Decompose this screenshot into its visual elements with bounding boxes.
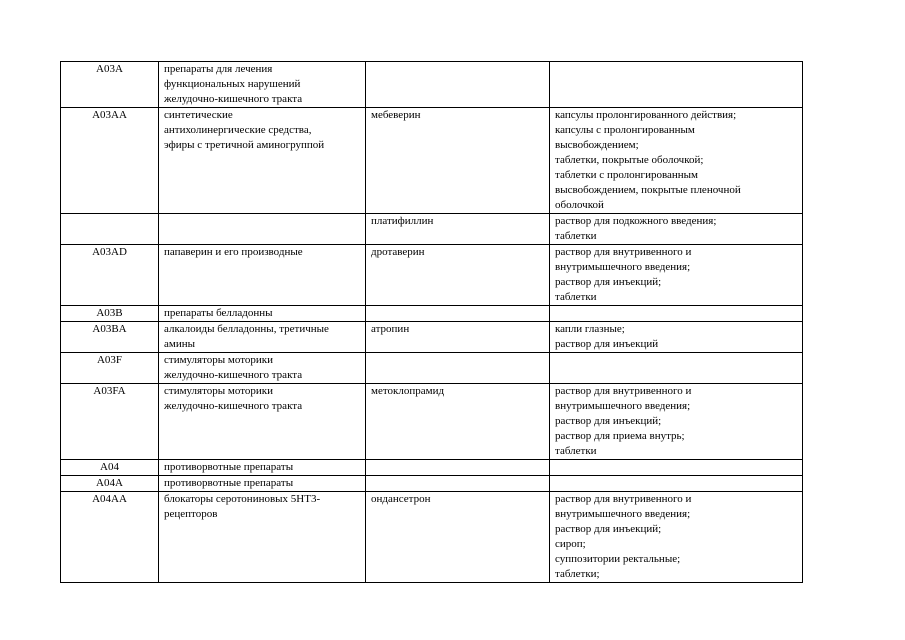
group-name-cell: противорвотные препараты xyxy=(159,476,366,492)
atc-code-cell: A03A xyxy=(61,62,159,108)
dosage-form-cell: капли глазные; раствор для инъекций xyxy=(550,322,803,353)
table-row xyxy=(61,306,803,322)
dosage-form-cell: раствор для внутривенного и внутримышечного введения; раствор для инъекций; таблетки xyxy=(550,245,803,306)
atc-code-cell: A04 xyxy=(61,460,159,476)
group-name-cell: препараты белладонны xyxy=(159,306,366,322)
atc-code-cell: A03FA xyxy=(61,384,159,460)
group-name-cell xyxy=(159,214,366,245)
dosage-form-cell: раствор для внутривенного и внутримышечного введения; раствор для инъекций; сироп; суппозитории ректальные; таблетки; xyxy=(550,492,803,583)
drug-name-cell: платифиллин xyxy=(366,214,550,245)
drug-table-body xyxy=(61,62,803,583)
group-name-cell: противорвотные препараты xyxy=(159,460,366,476)
atc-code-cell: A03B xyxy=(61,306,159,322)
table-row xyxy=(61,214,803,245)
atc-code-cell: A03AD xyxy=(61,245,159,306)
group-name-cell: папаверин и его производные xyxy=(159,245,366,306)
table-row xyxy=(61,353,803,384)
dosage-form-cell xyxy=(550,353,803,384)
drug-name-cell: мебеверин xyxy=(366,108,550,214)
drug-name-cell xyxy=(366,460,550,476)
dosage-form-cell: раствор для подкожного введения; таблетки xyxy=(550,214,803,245)
dosage-form-cell xyxy=(550,460,803,476)
table-row xyxy=(61,384,803,460)
group-name-cell: препараты для лечения функциональных нарушений желудочно-кишечного тракта xyxy=(159,62,366,108)
table-row xyxy=(61,476,803,492)
atc-code-cell: A04AA xyxy=(61,492,159,583)
drug-name-cell xyxy=(366,62,550,108)
group-name-cell: алкалоиды белладонны, третичные амины xyxy=(159,322,366,353)
table-row xyxy=(61,245,803,306)
atc-code-cell: A03AA xyxy=(61,108,159,214)
drug-name-cell: атропин xyxy=(366,322,550,353)
atc-code-cell: A03F xyxy=(61,353,159,384)
drug-name-cell xyxy=(366,476,550,492)
group-name-cell: синтетические антихолинергические средства, эфиры с третичной аминогруппой xyxy=(159,108,366,214)
table-row xyxy=(61,460,803,476)
drug-name-cell: ондансетрон xyxy=(366,492,550,583)
drug-name-cell xyxy=(366,353,550,384)
dosage-form-cell xyxy=(550,306,803,322)
table-row xyxy=(61,322,803,353)
dosage-form-cell: капсулы пролонгированного действия; капсулы с пролонгированным высвобождением; таблетки, покрытые оболочкой; таблетки с пролонгированным высвобождением, покрытые пленочной оболочкой xyxy=(550,108,803,214)
group-name-cell: блокаторы серотониновых 5HT3- рецепторов xyxy=(159,492,366,583)
dosage-form-cell: раствор для внутривенного и внутримышечного введения; раствор для инъекций; раствор для приема внутрь; таблетки xyxy=(550,384,803,460)
dosage-form-cell xyxy=(550,62,803,108)
table-row xyxy=(61,108,803,214)
drug-name-cell xyxy=(366,306,550,322)
table-row xyxy=(61,492,803,583)
atc-code-cell: A04A xyxy=(61,476,159,492)
atc-code-cell: A03BA xyxy=(61,322,159,353)
group-name-cell: стимуляторы моторики желудочно-кишечного тракта xyxy=(159,384,366,460)
drug-name-cell: дротаверин xyxy=(366,245,550,306)
group-name-cell: стимуляторы моторики желудочно-кишечного тракта xyxy=(159,353,366,384)
drug-table xyxy=(60,61,803,583)
table-row xyxy=(61,62,803,108)
drug-name-cell: метоклопрамид xyxy=(366,384,550,460)
dosage-form-cell xyxy=(550,476,803,492)
atc-code-cell xyxy=(61,214,159,245)
